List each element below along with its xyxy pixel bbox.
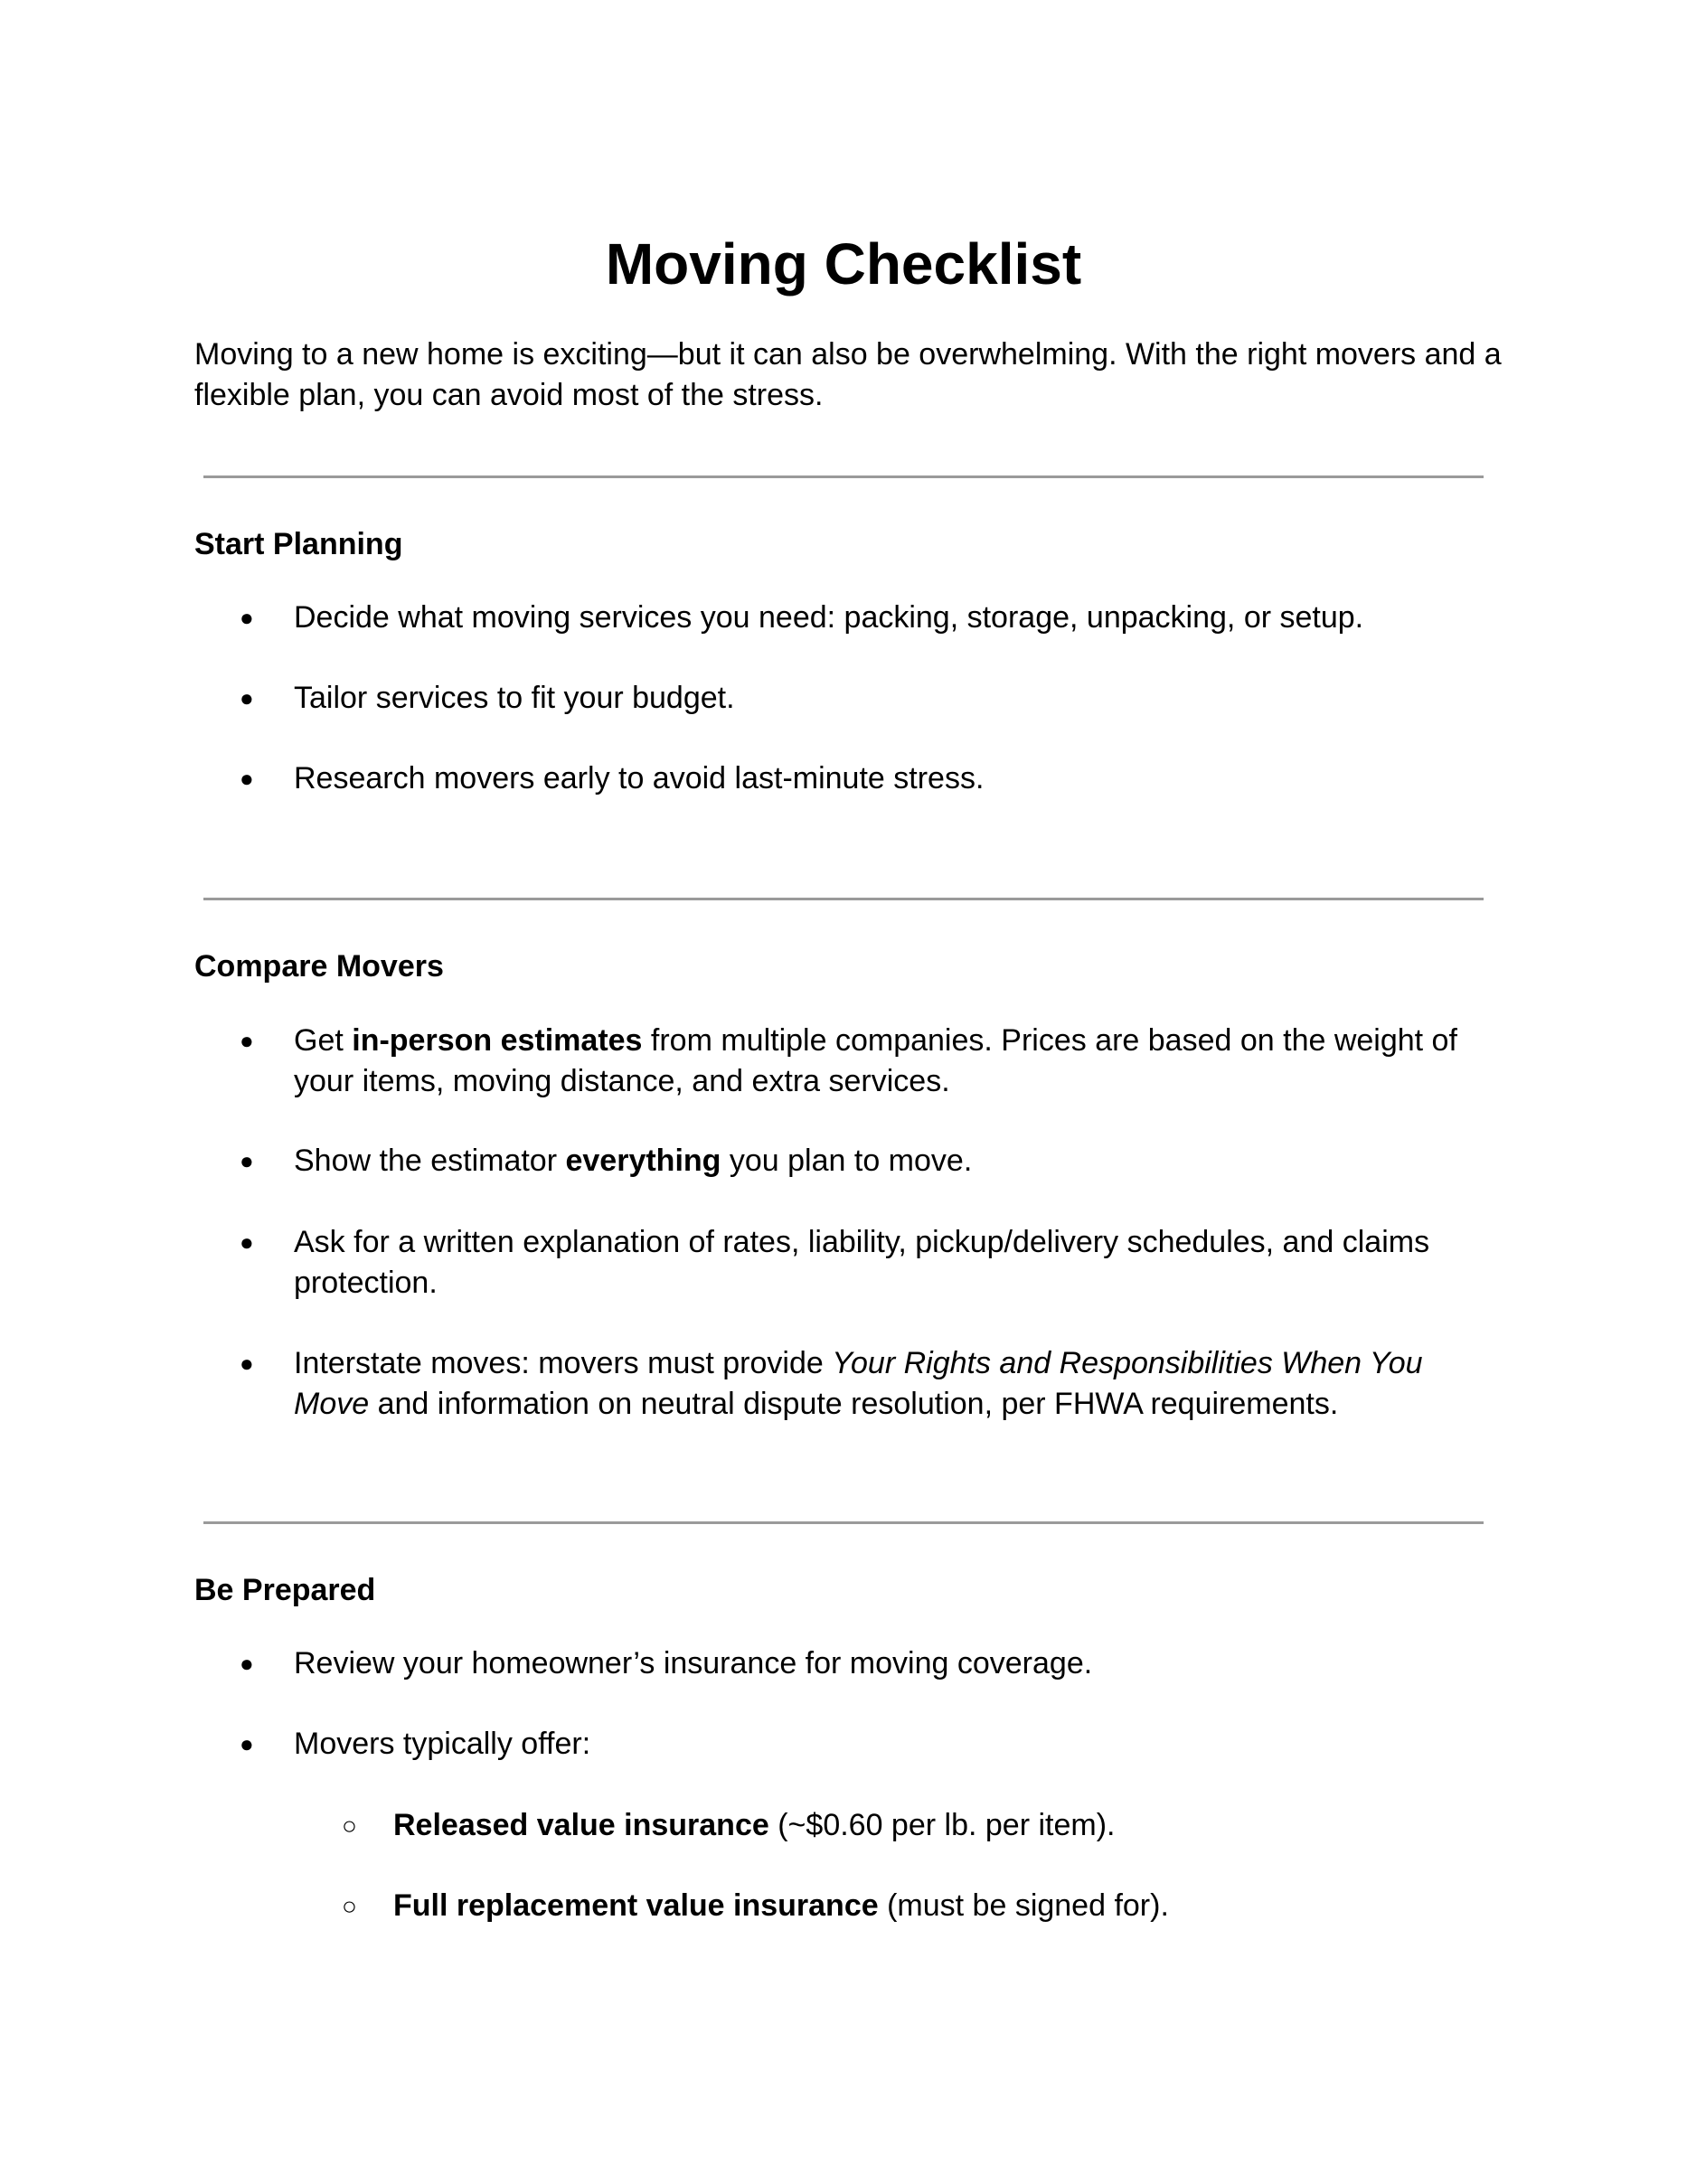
list-item-text-tail: from multiple companies. Prices are based on the weight of your items, moving distance, and extra services. xyxy=(294,1023,1457,1098)
section-heading-compare-movers: Compare Movers xyxy=(194,949,444,984)
bullet-icon: ● xyxy=(240,1228,254,1256)
list-item-text: Research movers early to avoid last-minute stress. xyxy=(294,761,985,795)
intro-paragraph: Moving to a new home is exciting—but it can also be overwhelming. With the right movers and a flexible plan, you can avoid most of the stress. xyxy=(194,337,1502,412)
list-item xyxy=(240,1643,1469,1684)
list-item-text-lead: Get xyxy=(294,1023,353,1058)
section-heading-start-planning: Start Planning xyxy=(194,527,403,561)
list-item xyxy=(240,598,1469,638)
hollow-bullet-icon: ○ xyxy=(342,1812,357,1840)
bullet-icon: ● xyxy=(240,684,254,711)
list-item-text-tail: you plan to move. xyxy=(721,1144,973,1178)
list-item-emphasis: everything xyxy=(565,1144,721,1178)
bullet-icon: ● xyxy=(240,604,254,631)
section-divider xyxy=(203,1521,1484,1524)
bullet-icon: ● xyxy=(240,1027,254,1054)
sub-list-item-text-tail: (must be signed for). xyxy=(878,1888,1169,1923)
section-divider xyxy=(203,475,1484,478)
list-item xyxy=(240,1222,1469,1304)
list-item-text: Review your homeowner’s insurance for moving coverage. xyxy=(294,1646,1093,1680)
list-item-text: Decide what moving services you need: packing, storage, unpacking, or setup. xyxy=(294,600,1364,635)
hollow-bullet-icon: ○ xyxy=(342,1892,357,1920)
bullet-icon: ● xyxy=(240,1147,254,1174)
sub-list-item xyxy=(342,1886,1478,1926)
list-item xyxy=(240,758,1469,799)
section-heading-be-prepared: Be Prepared xyxy=(194,1573,376,1607)
sub-list-item-emphasis: Released value insurance xyxy=(393,1808,769,1842)
list-item-text-lead: Interstate moves: movers must provide xyxy=(294,1346,833,1380)
list-item-text-lead: Show the estimator xyxy=(294,1144,566,1178)
list-item xyxy=(240,1343,1469,1425)
section-divider xyxy=(203,898,1484,900)
sub-list-item xyxy=(342,1805,1478,1846)
list-item-text-tail: and information on neutral dispute resolution, per FHWA requirements. xyxy=(369,1387,1339,1421)
list-item xyxy=(240,1141,1469,1181)
list-item-emphasis: in-person estimates xyxy=(352,1023,643,1058)
list-item xyxy=(240,1021,1469,1102)
list-item-text: Ask for a written explanation of rates, liability, pickup/delivery schedules, and claims protection. xyxy=(294,1225,1430,1300)
list-item-text: Movers typically offer: xyxy=(294,1727,591,1761)
document-title: Moving Checklist xyxy=(605,231,1082,297)
bullet-icon: ● xyxy=(240,1650,254,1677)
sub-list-item-emphasis: Full replacement value insurance xyxy=(393,1888,879,1923)
list-item xyxy=(240,678,1469,719)
publication-title: Your Rights and Responsibilities When You Move xyxy=(294,1346,1423,1421)
bullet-icon: ● xyxy=(240,1730,254,1757)
bullet-icon: ● xyxy=(240,765,254,792)
list-item xyxy=(240,1724,1469,1765)
sub-list-item-text-tail: (~$0.60 per lb. per item). xyxy=(768,1808,1116,1842)
bullet-icon: ● xyxy=(240,1350,254,1377)
list-item-text: Tailor services to fit your budget. xyxy=(294,681,735,715)
